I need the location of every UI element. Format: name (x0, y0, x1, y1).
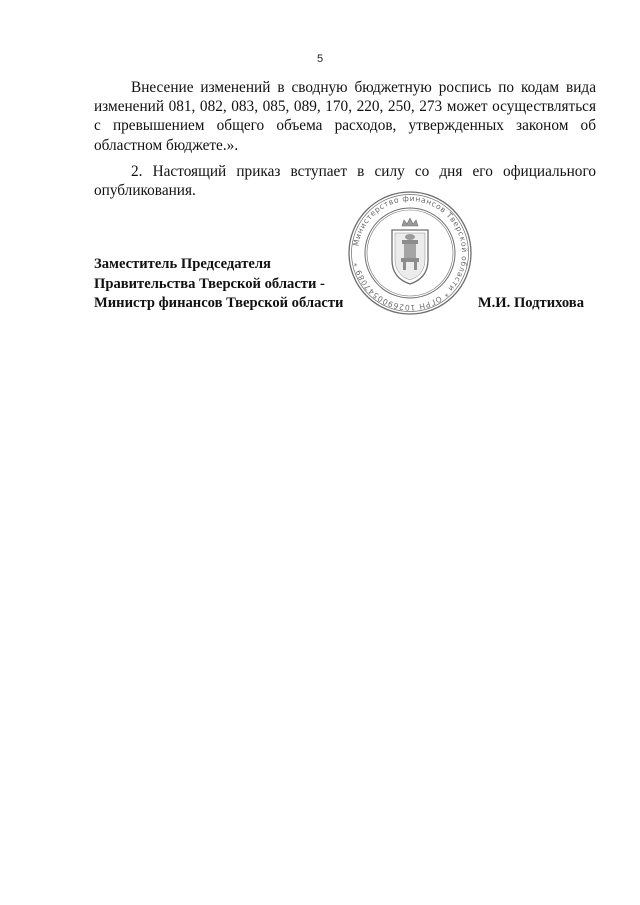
signature-block (94, 255, 596, 314)
signer-title-line-1: Заместитель Председателя (94, 256, 271, 272)
paragraph-effective-date: 2. Настоящий приказ вступает в силу со дня его официального опубликования. (94, 162, 596, 200)
document-body (94, 78, 596, 200)
signer-title-line-2: Правительства Тверской области - (94, 275, 325, 292)
paragraph-budget-changes: Внесение изменений в сводную бюджетную роспись по кодам вида изменений 081, 082, 083, 085, 089, 170, 220, 250, 273 может осуществляться с превышением общего объема расходов, утвержденных законом об областном бюджете.». (94, 79, 596, 154)
signer-title-line-3: Министр финансов Тверской области (94, 295, 344, 311)
page-number: 5 (316, 53, 324, 65)
seal-text: Министерство финансов Тверской области * ОГРН 1026900547089 * (351, 193, 470, 313)
signer-name: М.И. Подтихова (477, 295, 584, 311)
